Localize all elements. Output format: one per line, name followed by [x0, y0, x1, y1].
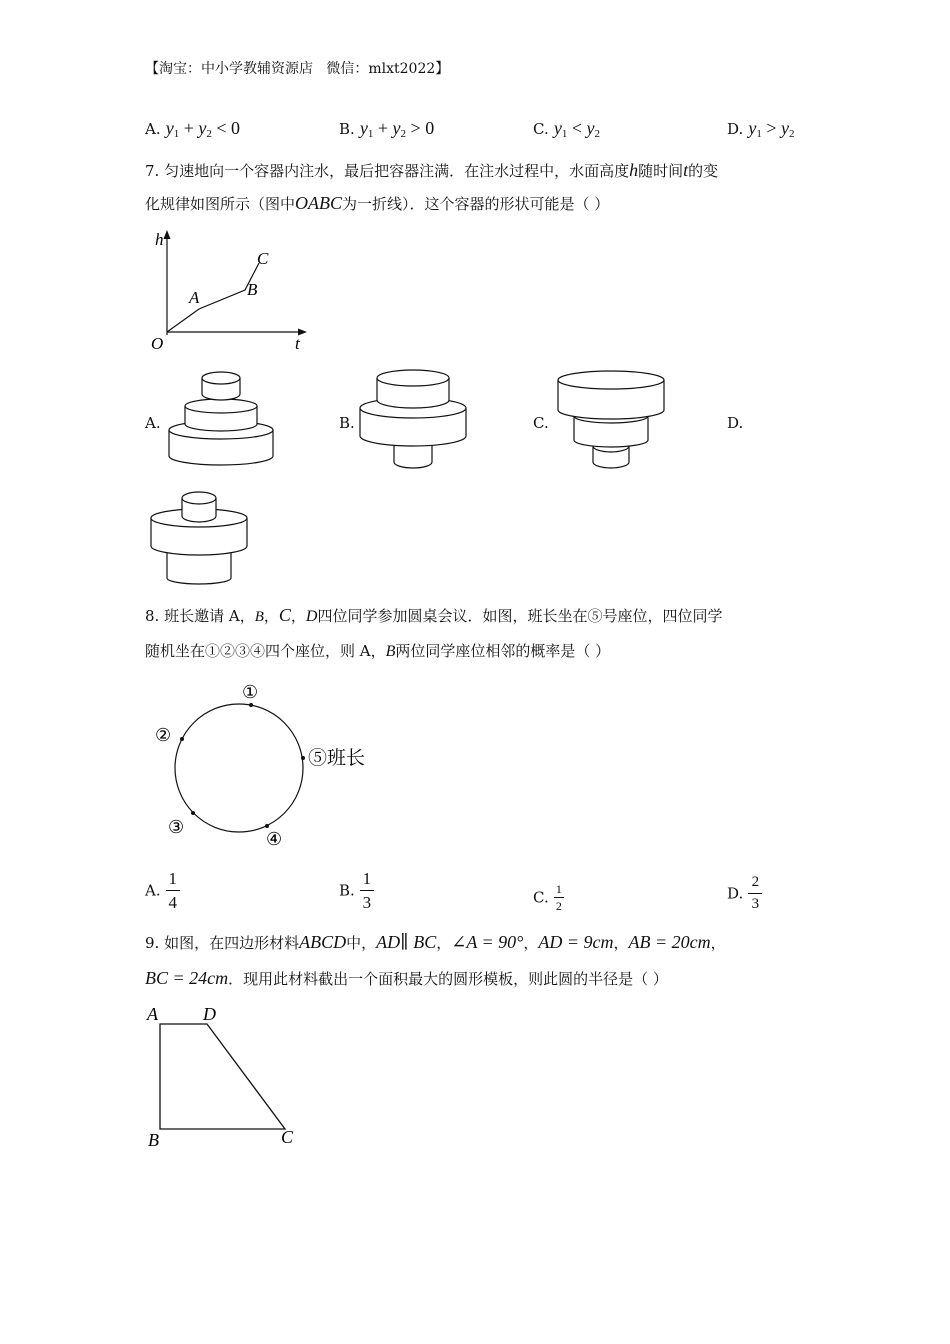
q8-seat-figure — [150, 678, 380, 853]
q6-option-d: D. $y_1 > y_2$ — [727, 118, 795, 140]
q8-option-a: A. $\frac{1}{4}$ — [145, 870, 180, 911]
container-d-figure — [147, 488, 251, 588]
seat-2: ② — [155, 725, 172, 745]
container-a-figure — [165, 368, 279, 474]
q6-option-b: B. $y_1 + y_2 > 0$ — [339, 118, 435, 140]
axis-label-h: h — [155, 230, 164, 249]
vertex-a: A — [147, 1004, 158, 1024]
q8-line-2: 随机坐在①②③④四个座位，则 A，B两位同学座位相邻的概率是（ ） — [145, 642, 611, 660]
q8-option-b: B. $\frac{1}{3}$ — [339, 870, 374, 911]
container-b-figure — [356, 368, 470, 472]
q9-quadrilateral-figure — [143, 1000, 303, 1152]
axis-label-t: t — [295, 334, 300, 353]
seat-4: ④ — [266, 829, 283, 849]
q8-line-1: 8. 班长邀请 A，B，C，D四位同学参加圆桌会议．如图，班长坐在⑤号座位，四位同学 — [145, 605, 723, 625]
vertex-d: D — [203, 1004, 216, 1024]
seat-3: ③ — [168, 817, 185, 837]
q7-option-b-label: B. — [339, 414, 355, 432]
q8-option-c: C. $\frac{1}{2}$ — [533, 882, 562, 913]
q6-option-c: C. $y_1 < y_2$ — [533, 118, 600, 140]
point-label-c: C — [257, 249, 269, 268]
q7-line-1: 7. 匀速地向一个容器内注水，最后把容器注满．在注水过程中，水面高度h随时间t的变 — [145, 160, 719, 180]
header-banner — [145, 58, 449, 78]
vertex-b: B — [148, 1130, 159, 1150]
container-c-figure — [554, 370, 670, 472]
q7-line-2: 化规律如图所示（图中OABC为一折线）．这个容器的形状可能是（ ） — [145, 193, 610, 213]
q7-option-a-label: A. — [145, 414, 161, 432]
vertex-c: C — [281, 1127, 294, 1147]
q8-option-d: D. $\frac{2}{3}$ — [727, 875, 762, 912]
q7-option-c-label: C. — [533, 414, 549, 432]
point-label-o: O — [151, 334, 164, 353]
point-label-b: B — [247, 280, 258, 299]
seat-1: ① — [242, 682, 259, 702]
q7-graph — [145, 225, 315, 355]
header-shop: 【淘宝：中小学教辅资源店 — [145, 61, 313, 77]
q6-option-a: A. $y_1 + y_2 < 0$ — [145, 118, 241, 140]
seat-5-monitor: ⑤班长 — [308, 748, 366, 769]
q7-option-d-label: D. — [727, 414, 744, 432]
point-label-a: A — [189, 288, 200, 307]
header-wechat: 微信：mlxt2022】 — [326, 61, 450, 77]
q9-line-1: 9. 如图，在四边形材料ABCD中，AD∥ BC，∠A = 90°，AD = 9cm，AB = 20cm， — [145, 932, 726, 953]
q9-line-2: BC = 24cm．现用此材料截出一个面积最大的圆形模板，则此圆的半径是（ ） — [145, 968, 668, 988]
